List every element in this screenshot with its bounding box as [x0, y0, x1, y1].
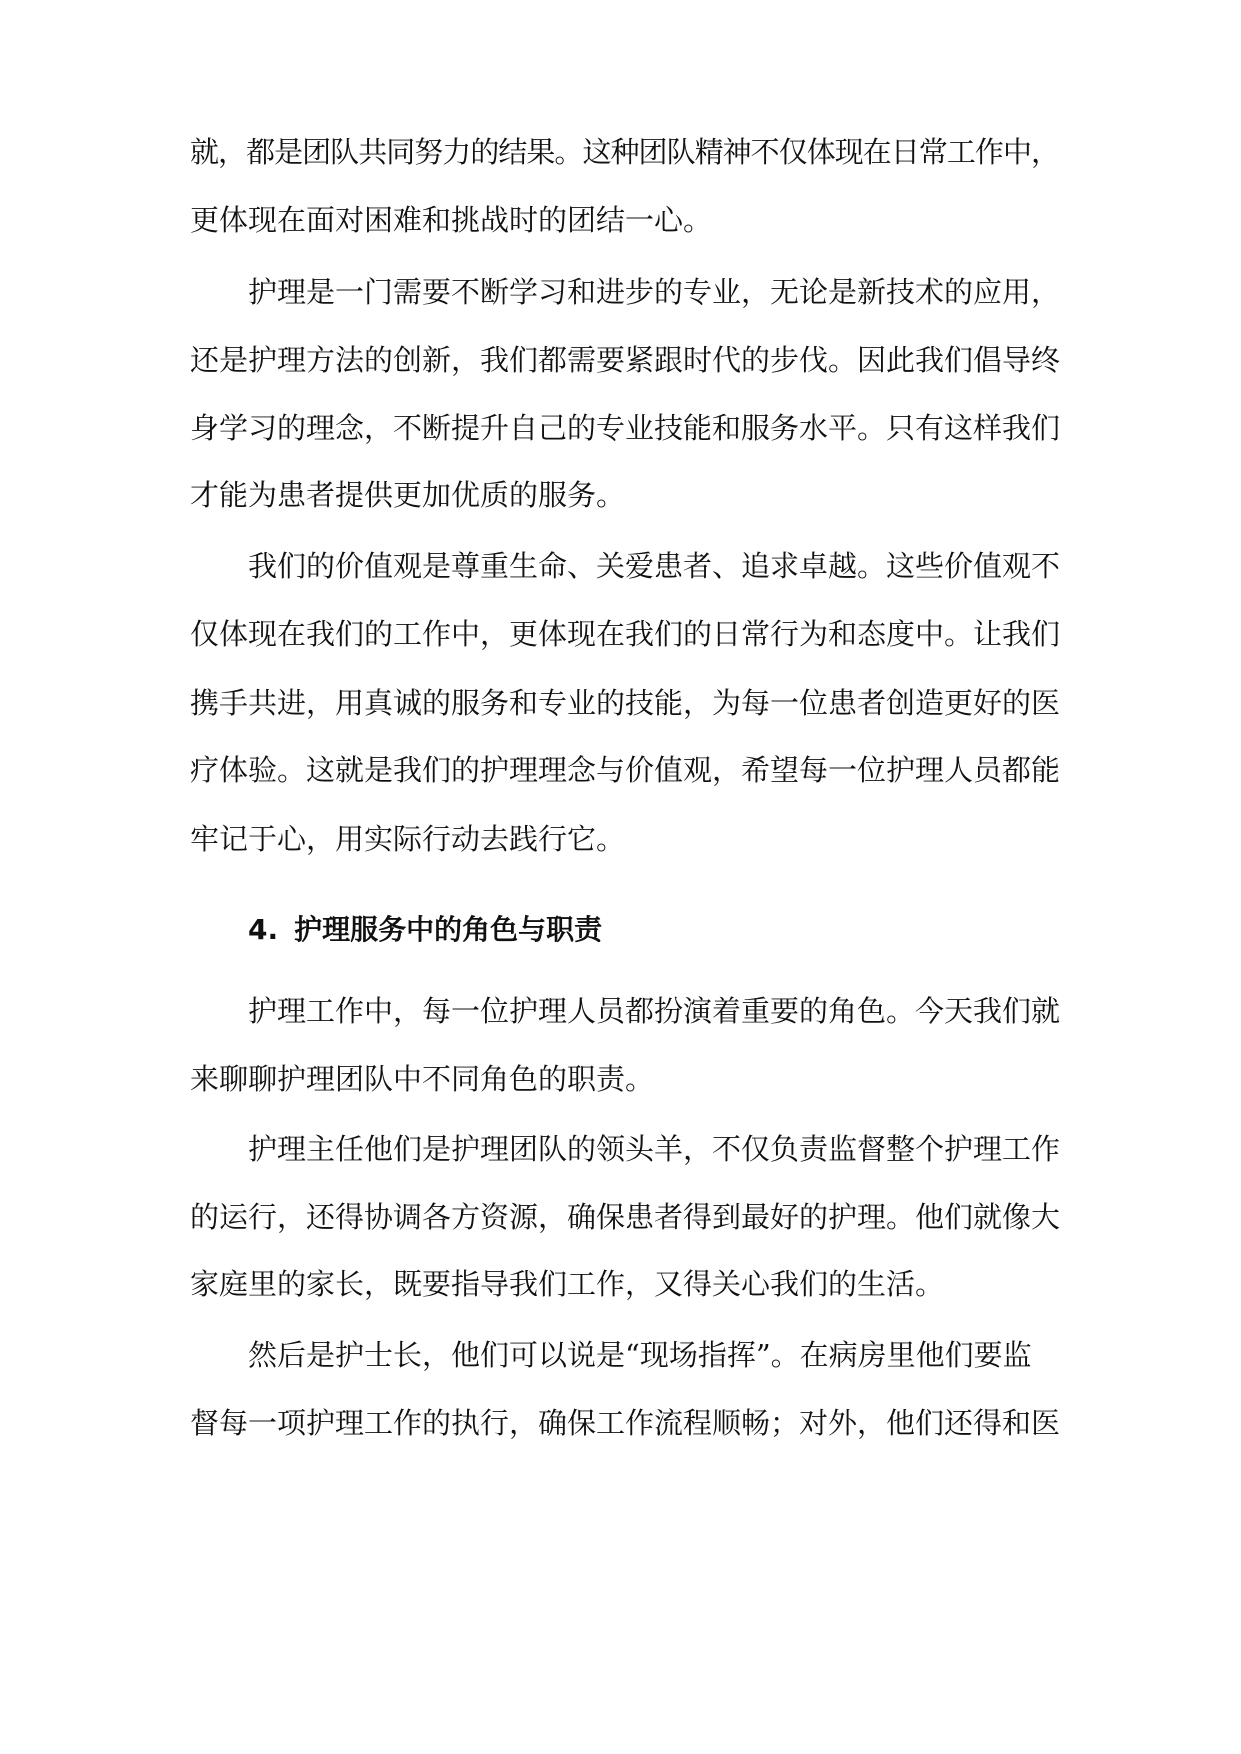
paragraph-6-line-1: 然后是护士长，他们可以说是“现场指挥”。在病房里他们要监 — [248, 1338, 1032, 1372]
section-heading — [248, 910, 602, 950]
paragraph-3-line-5: 牢记于心，用实际行动去践行它。 — [190, 822, 626, 856]
paragraph-4-line-1: 护理工作中，每一位护理人员都扮演着重要的角色。今天我们就 — [248, 994, 1061, 1028]
paragraph-3-line-1: 我们的价值观是尊重生命、关爱患者、追求卓越。这些价值观不 — [248, 549, 1061, 583]
paragraph-2-line-3: 身学习的理念，不断提升自己的专业技能和服务水平。只有这样我们 — [190, 411, 1061, 445]
paragraph-4-line-2: 来聊聊护理团队中不同角色的职责。 — [190, 1062, 655, 1096]
paragraph-3-line-3: 携手共进，用真诚的服务和专业的技能，为每一位患者创造更好的医 — [190, 686, 1061, 720]
section-number: 4. — [248, 913, 279, 946]
paragraph-5-line-1: 护理主任他们是护理团队的领头羊，不仅负责监督整个护理工作 — [248, 1132, 1061, 1166]
paragraph-5-line-2: 的运行，还得协调各方资源，确保患者得到最好的护理。他们就像大 — [190, 1200, 1061, 1234]
paragraph-1-line-2: 更体现在面对困难和挑战时的团结一心。 — [190, 203, 713, 237]
paragraph-6-line-2: 督每一项护理工作的执行，确保工作流程顺畅；对外，他们还得和医 — [190, 1406, 1061, 1440]
paragraph-2-line-4: 才能为患者提供更加优质的服务。 — [190, 478, 626, 512]
paragraph-1-line-1: 就，都是团队共同努力的结果。这种团队精神不仅体现在日常工作中， — [190, 135, 1060, 169]
paragraph-3-line-2: 仅体现在我们的工作中，更体现在我们的日常行为和态度中。让我们 — [190, 617, 1061, 651]
section-title: 护理服务中的角色与职责 — [294, 913, 603, 946]
paragraph-2-line-2: 还是护理方法的创新，我们都需要紧跟时代的步伐。因此我们倡导终 — [190, 343, 1061, 377]
paragraph-5-line-3: 家庭里的家长，既要指导我们工作，又得关心我们的生活。 — [190, 1267, 945, 1301]
paragraph-2-line-1: 护理是一门需要不断学习和进步的专业，无论是新技术的应用， — [248, 275, 1061, 309]
paragraph-3-line-4: 疗体验。这就是我们的护理理念与价值观，希望每一位护理人员都能 — [190, 753, 1061, 787]
